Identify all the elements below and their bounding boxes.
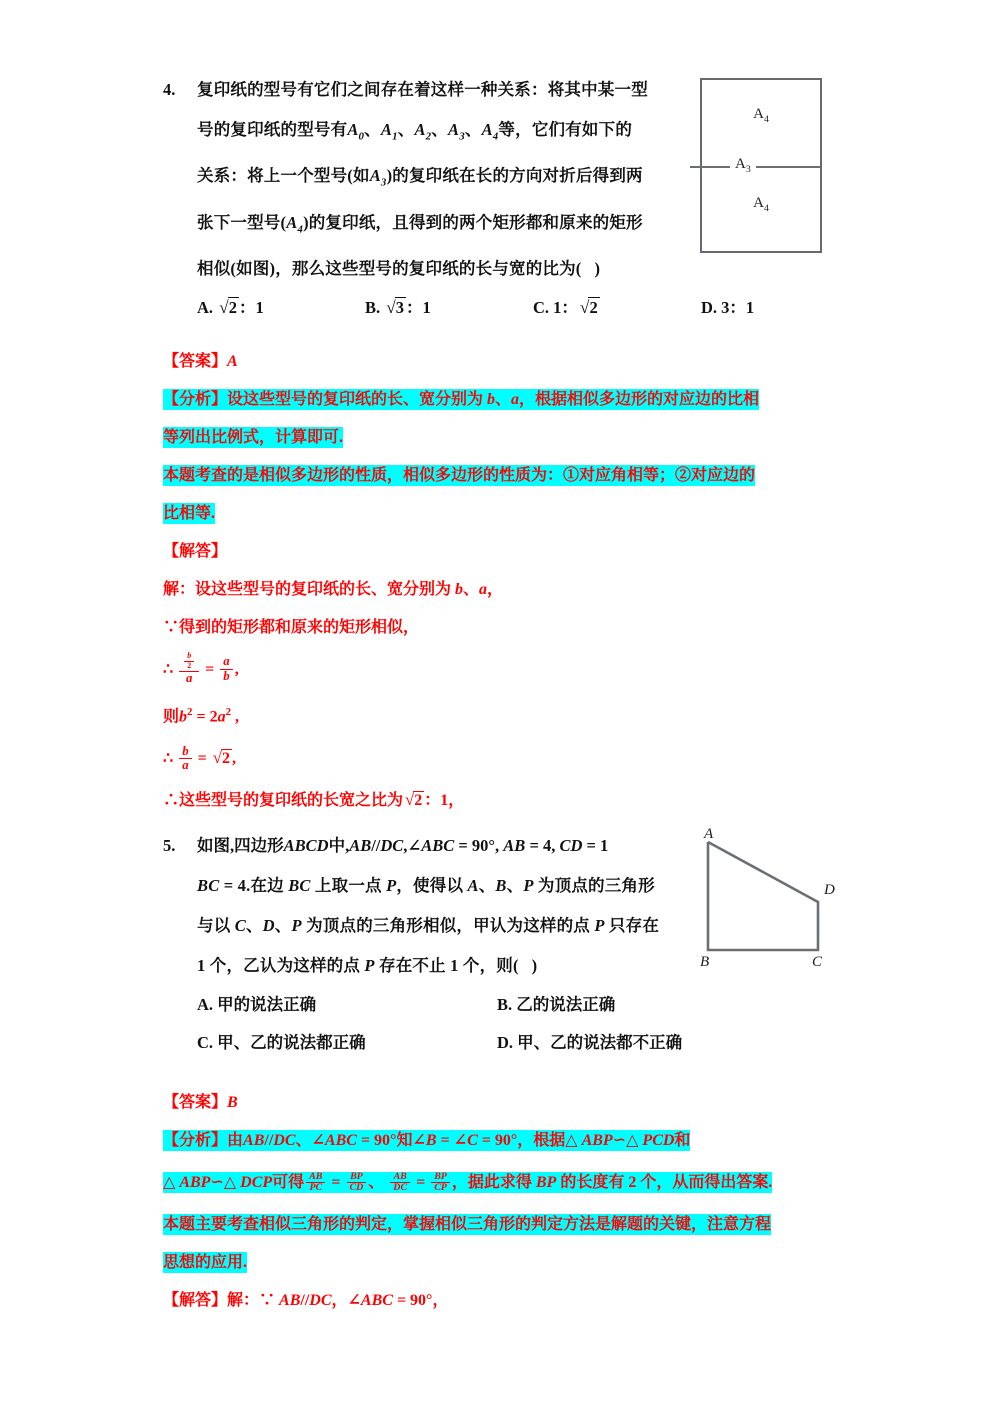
option-b[interactable]: B. 乙的说法正确 <box>497 995 616 1015</box>
question-4-stem-line-5: 相似(如图)，那么这些型号的复印纸的长与宽的比为( ) <box>197 258 601 278</box>
option-c[interactable]: C. 1： √2 <box>533 297 598 317</box>
answer-label: 【答案】 <box>163 1094 228 1112</box>
question-4-solution-line-6: ∴这些型号的复印纸的长宽之比为 √2 ：1， <box>163 790 465 810</box>
option-a[interactable]: A. √2 ：1 <box>197 297 264 317</box>
question-5-stem-line-4: 1 个，乙认为这样的点 P 存在不止 1 个，则( ) <box>197 956 538 976</box>
question-4-solution-line-3: ∴ $\frac{\frac{b}{2}}{a}$ = $\frac{a}{b}$ , <box>163 651 239 685</box>
question-4-answer <box>163 343 853 381</box>
question-5-stem-line-3: 与以 C、D、P 为顶点的三角形相似，甲认为这样的点 P 只存在 <box>197 916 660 936</box>
question-5-solution-line-1: 【解答】解：∵ AB//DC，∠ABC = 90°， <box>163 1292 449 1310</box>
question-5-options-row-1 <box>197 986 853 1024</box>
question-5 <box>163 826 853 1320</box>
option-d[interactable]: D. 3：1 <box>701 297 755 317</box>
question-4-stem-line-1: 复印纸的型号有它们之间存在着这样一种关系：将其中某一型 <box>197 80 648 99</box>
vertex-label-b: B <box>700 954 710 970</box>
option-c[interactable]: C. 甲、乙的说法都正确 <box>197 1033 366 1053</box>
vertex-label-d: D <box>824 882 835 898</box>
question-4-stem-line-2: 号的复印纸的型号有$A_0$、$A_1$、$A_2$、$A_3$、$A_4$等，它们有如下的 <box>197 120 633 143</box>
option-a[interactable]: A. 甲的说法正确 <box>197 995 317 1015</box>
question-4-solution-label: 【解答】 <box>163 542 228 560</box>
question-4-analysis-line-2: 等列出比例式，计算即可. <box>163 428 344 446</box>
question-5-analysis-line-1: 【分析】由AB//DC、∠ABC = 90°知∠B = ∠C = 90°，根据△ ABP∽△ PCD和 <box>163 1132 691 1150</box>
answer-label: 【答案】 <box>163 352 228 370</box>
question-4-analysis-note-1: 本题考查的是相似多边形的性质，相似多边形的性质为：①对应角相等；②对应边的 <box>163 466 756 484</box>
analysis-label: 【分析】 <box>163 390 228 408</box>
question-4-stem-line-4: 张下一型号$(A_4)$的复印纸，且得到的两个矩形都和原来的矩形 <box>197 212 643 235</box>
question-4-solution-line-4: 则$b^2 = 2a^2$ , <box>163 705 240 726</box>
question-content-column <box>163 70 853 1320</box>
answer-value: A <box>227 352 238 370</box>
question-5-analysis-line-2: △ ABP∽△ DCP可得 $\frac{AB}{PC}$ = $\frac{BP}{CD}$ 、 $\frac{AB}{DC}$ = $\frac{BP}{CP}$ ，据此求得 BP 的长度有 2 个，从而得出答案. <box>163 1170 773 1194</box>
question-5-stem-line-1: 如图,四边形ABCD中,AB//DC,∠ABC = 90°, AB = 4, CD = 1 <box>197 836 609 856</box>
question-4-stem-line-3: 关系：将上一个型号(如$A_3$)的复印纸在长的方向对折后得到两 <box>197 166 643 189</box>
question-4 <box>163 70 853 820</box>
question-4-solution-line-5: ∴ $\frac{b}{a}$ = √2 , <box>163 743 236 773</box>
vertex-label-a: A <box>704 826 714 842</box>
analysis-label: 【分析】 <box>163 1132 228 1150</box>
option-d[interactable]: D. 甲、乙的说法都不正确 <box>497 1033 683 1053</box>
question-4-analysis-note-2: 比相等. <box>163 504 216 522</box>
option-b[interactable]: B. √3 ：1 <box>365 297 431 317</box>
figure-label-a4-bottom: $A_4$ <box>753 195 769 214</box>
question-5-answer <box>163 1084 853 1122</box>
question-5-analysis-note-2: 思想的应用. <box>163 1254 248 1272</box>
question-4-number: 4. <box>163 80 176 99</box>
question-5-analysis-note-1: 本题主要考查相似三角形的判定，掌握相似三角形的判定方法是解题的关键，注意方程 <box>163 1216 772 1234</box>
figure-label-a3: $A_3$ <box>730 156 756 175</box>
question-4-analysis-line-1: 【分析】设这些型号的复印纸的长、宽分别为 b、a，根据相似多边形的对应边的比相 <box>163 390 760 408</box>
question-4-solution-line-2: ∵得到的矩形都和原来的矩形相似， <box>163 618 420 636</box>
question-4-options <box>197 289 853 327</box>
answer-value: B <box>227 1094 238 1112</box>
question-5-number: 5. <box>163 836 176 856</box>
question-5-stem-line-2: BC = 4.在边 BC 上取一点 P，使得以 A、B、P 为顶点的三角形 <box>197 876 655 896</box>
question-5-options-row-2 <box>197 1024 853 1062</box>
figure-label-a4-top: $A_4$ <box>753 106 769 125</box>
vertex-label-c: C <box>812 954 823 970</box>
question-4-solution-line-1: 解：设这些型号的复印纸的长、宽分别为 b、a， <box>163 580 504 598</box>
